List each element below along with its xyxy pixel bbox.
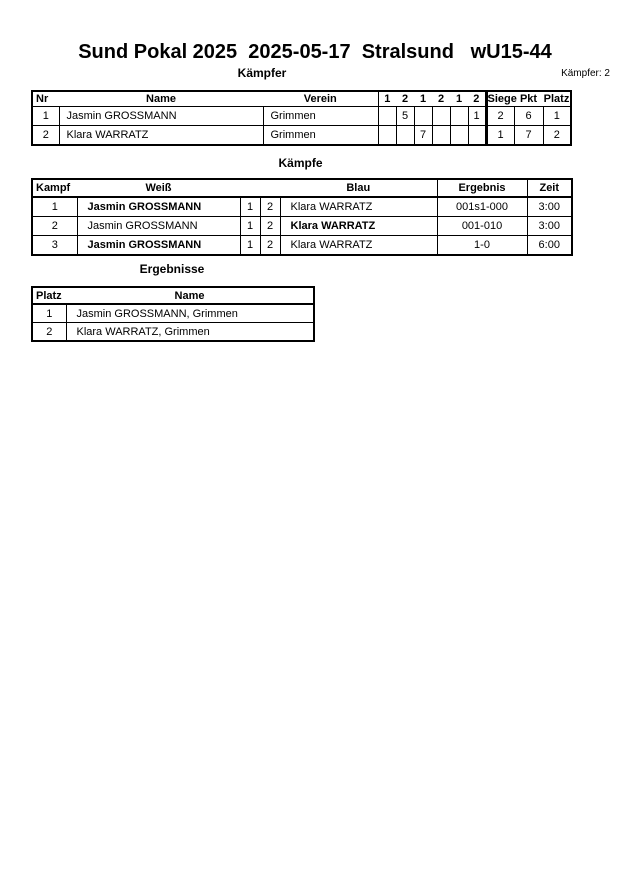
kaempfer-col-round-6: 2 (468, 91, 486, 107)
kaempfe-col-zeit: Zeit (527, 179, 572, 197)
round-score: 5 (396, 107, 414, 126)
fighter-nr: 2 (32, 126, 59, 146)
blue-fighter: Klara WARRATZ (280, 197, 437, 217)
white-fighter: Jasmin GROSSMANN (77, 217, 240, 236)
kampf-time: 6:00 (527, 236, 572, 256)
kaempfer-header-row (32, 91, 571, 107)
round-score (450, 107, 468, 126)
fighter-points: 6 (514, 107, 543, 126)
kaempfe-section-heading: Kämpfe (278, 156, 323, 170)
kaempfe-col-spacer-1 (240, 179, 260, 197)
kaempfe-header-row (32, 179, 572, 197)
white-fighter: Jasmin GROSSMANN (77, 197, 240, 217)
fighter-name: Klara WARRATZ (59, 126, 263, 146)
round-score (432, 107, 450, 126)
white-fighter-nr: 1 (240, 236, 260, 256)
kampf-nr: 3 (32, 236, 77, 256)
fighter-nr: 1 (32, 107, 59, 126)
result-row (32, 304, 314, 323)
blue-fighter-nr: 2 (260, 236, 280, 256)
fighter-wins: 2 (486, 107, 514, 126)
ergebnisse-header-row (32, 287, 314, 304)
kaempfer-col-platz: Platz (543, 93, 570, 105)
kaempfer-row (32, 107, 571, 126)
kaempfe-col-spacer-2 (260, 179, 280, 197)
round-score (414, 107, 432, 126)
kaempfer-col-siege: Siege (487, 93, 517, 105)
kampf-time: 3:00 (527, 197, 572, 217)
fighter-wins: 1 (486, 126, 514, 146)
round-score (468, 126, 486, 146)
page-title: Sund Pokal 2025 2025-05-17 Stralsund wU15-44 (78, 41, 552, 63)
kampf-row (32, 217, 572, 236)
ergebnisse-col-name: Name (66, 287, 314, 304)
ergebnisse-table (31, 286, 315, 342)
kampf-result: 001-010 (437, 217, 527, 236)
kaempfer-col-round-3: 1 (414, 91, 432, 107)
round-score (378, 126, 396, 146)
fighter-place: 1 (543, 107, 571, 126)
kaempfe-col-weiss: Weiß (77, 179, 240, 197)
fighter-club: Grimmen (263, 107, 378, 126)
white-fighter: Jasmin GROSSMANN (77, 236, 240, 256)
blue-fighter: Klara WARRATZ (280, 236, 437, 256)
fighters-count-label: Kämpfer: 2 (561, 68, 610, 79)
kampf-nr: 2 (32, 217, 77, 236)
kaempfer-row (32, 126, 571, 146)
round-score (378, 107, 396, 126)
white-fighter-nr: 1 (240, 197, 260, 217)
result-place: 2 (32, 323, 66, 342)
result-place: 1 (32, 304, 66, 323)
kampf-result: 1-0 (437, 236, 527, 256)
round-score: 1 (468, 107, 486, 126)
result-name: Jasmin GROSSMANN, Grimmen (66, 304, 314, 323)
round-score (450, 126, 468, 146)
fighter-name: Jasmin GROSSMANN (59, 107, 263, 126)
kampf-result: 001s1-000 (437, 197, 527, 217)
round-score: 7 (414, 126, 432, 146)
fighter-club: Grimmen (263, 126, 378, 146)
round-score (396, 126, 414, 146)
ergebnisse-col-platz: Platz (32, 287, 66, 304)
kaempfer-col-round-1: 1 (378, 91, 396, 107)
kaempfer-col-round-2: 2 (396, 91, 414, 107)
kaempfe-col-ergebnis: Ergebnis (437, 179, 527, 197)
kaempfer-col-pkt: Pkt (514, 91, 543, 107)
round-score (432, 126, 450, 146)
kampf-row (32, 236, 572, 256)
fighter-place: 2 (543, 126, 571, 146)
kaempfer-col-round-5: 1 (450, 91, 468, 107)
kampf-time: 3:00 (527, 217, 572, 236)
fighter-points: 7 (514, 126, 543, 146)
blue-fighter-nr: 2 (260, 217, 280, 236)
blue-fighter: Klara WARRATZ (280, 217, 437, 236)
kampf-row (32, 197, 572, 217)
kaempfe-col-kampf: Kampf (32, 179, 77, 197)
kaempfer-col-nr: Nr (32, 91, 59, 107)
kaempfe-col-blau: Blau (280, 179, 437, 197)
result-name: Klara WARRATZ, Grimmen (66, 323, 314, 342)
kaempfer-col-name: Name (59, 91, 263, 107)
kaempfer-col-verein: Verein (263, 91, 378, 107)
kaempfer-col-round-4: 2 (432, 91, 450, 107)
white-fighter-nr: 1 (240, 217, 260, 236)
result-row (32, 323, 314, 342)
kaempfe-table (31, 178, 573, 256)
kaempfer-section-heading: Kämpfer (237, 66, 287, 80)
kaempfer-table (31, 90, 572, 146)
blue-fighter-nr: 2 (260, 197, 280, 217)
ergebnisse-section-heading: Ergebnisse (139, 262, 205, 276)
kampf-nr: 1 (32, 197, 77, 217)
